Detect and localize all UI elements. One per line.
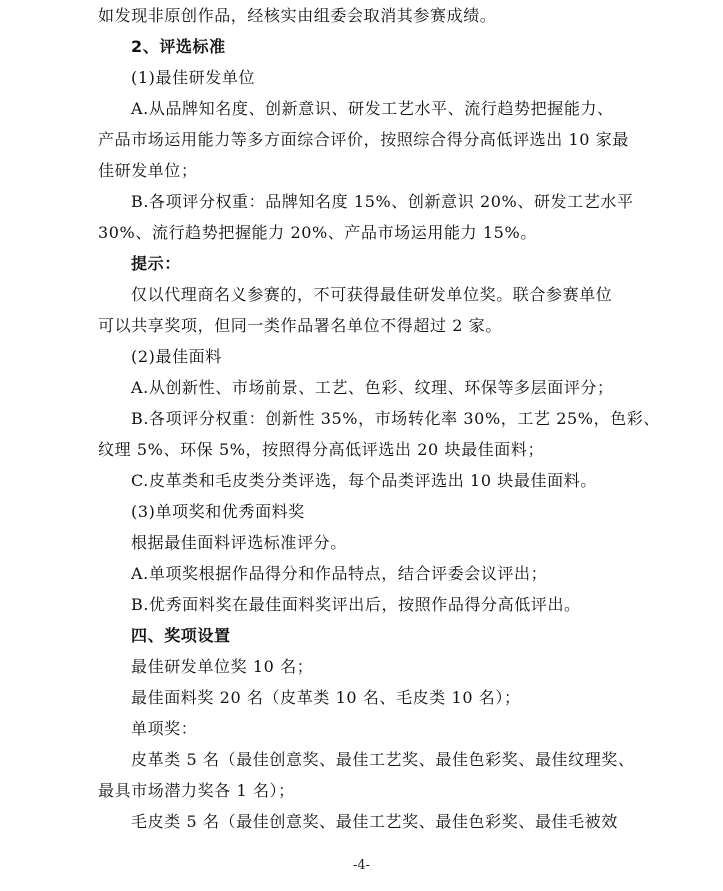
body-text-line: A.从品牌知名度、创新意识、研发工艺水平、流行趋势把握能力、 xyxy=(131,99,614,118)
body-text-line: 毛皮类 5 名（最佳创意奖、最佳工艺奖、最佳色彩奖、最佳毛被效 xyxy=(131,812,618,831)
body-text-line: 如发现非原创作品，经核实由组委会取消其参赛成绩。 xyxy=(98,6,497,25)
note-heading: 提示： xyxy=(131,254,181,273)
body-text-line: 仅以代理商名义参赛的，不可获得最佳研发单位奖。联合参赛单位 xyxy=(131,285,613,304)
section-heading: 2、评选标准 xyxy=(131,37,226,56)
body-text-line: 可以共享奖项，但同一类作品署名单位不得超过 2 家。 xyxy=(98,316,502,335)
body-text-line: 最佳面料奖 20 名（皮革类 10 名、毛皮类 10 名）； xyxy=(131,688,521,707)
body-text-line: 最具市场潜力奖各 1 名）； xyxy=(98,781,295,800)
body-text-line: B.优秀面料奖在最佳面料奖评出后，按照作品得分高低评出。 xyxy=(131,595,581,614)
body-text-line: 根据最佳面料评选标准评分。 xyxy=(131,533,347,552)
body-text-line: A.单项奖根据作品得分和作品特点，结合评委会议评出； xyxy=(131,564,548,583)
section-heading: 四、奖项设置 xyxy=(131,626,231,645)
subsection-heading: (3)单项奖和优秀面料奖 xyxy=(131,502,305,521)
body-text-line: 30%、流行趋势把握能力 20%、产品市场运用能力 15%。 xyxy=(98,223,537,242)
subsection-heading: (1)最佳研发单位 xyxy=(131,68,256,87)
body-text-line: A.从创新性、市场前景、工艺、色彩、纹理、环保等多层面评分； xyxy=(131,378,614,397)
body-text-line: 产品市场运用能力等多方面综合评价，按照综合得分高低评选出 10 家最 xyxy=(98,130,629,149)
body-text-line: B.各项评分权重：品牌知名度 15%、创新意识 20%、研发工艺水平 xyxy=(131,192,634,211)
subsection-heading: (2)最佳面料 xyxy=(131,347,222,366)
body-text-line: 佳研发单位； xyxy=(98,161,198,180)
body-text-line: 纹理 5%、环保 5%，按照得分高低评选出 20 块最佳面料； xyxy=(98,440,545,459)
body-text-line: 皮革类 5 名（最佳创意奖、最佳工艺奖、最佳色彩奖、最佳纹理奖、 xyxy=(131,750,635,769)
body-text-line: B.各项评分权重：创新性 35%，市场转化率 30%，工艺 25%，色彩、 xyxy=(131,409,660,428)
body-text-line: 最佳研发单位奖 10 名； xyxy=(131,657,314,676)
body-text-line: C.皮革类和毛皮类分类评选，每个品类评选出 10 块最佳面料。 xyxy=(131,471,597,490)
body-text-line: 单项奖： xyxy=(131,719,198,738)
page-number: -4- xyxy=(352,858,371,873)
